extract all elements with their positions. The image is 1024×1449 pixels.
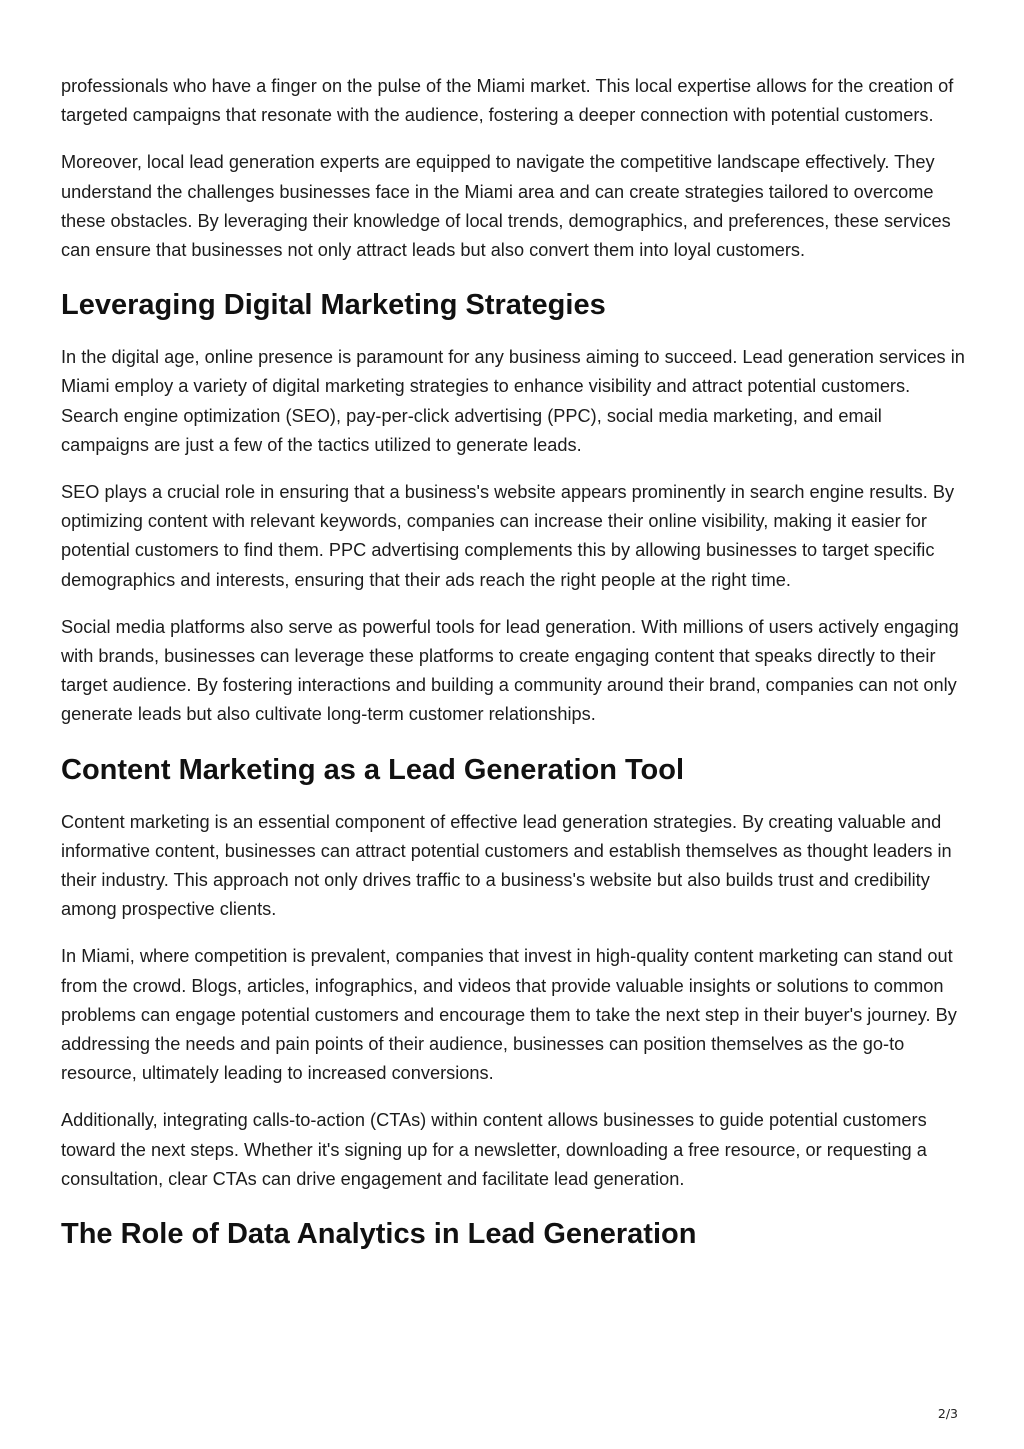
section-paragraph: Content marketing is an essential component of effective lead generation strategies. By creating valuable and informative content, businesses can attract potential customers and establish themselves as thought leaders in their industry. This approach not only drives traffic to a business's website but also builds trust and credibility among prospective clients. [61,811,952,920]
section-paragraph: Additionally, integrating calls-to-action (CTAs) within content allows businesses to guide potential customers toward the next steps. Whether it's signing up for a newsletter, downloading a free resource, or requesting a consultation, clear CTAs can drive engagement and facilitate lead generation. [61,1110,927,1189]
section-paragraph: In the digital age, online presence is paramount for any business aiming to succeed. Lead generation services in Miami employ a variety of digital marketing strategies to enhance visibility and attract potential customers. Search engine optimization (SEO), pay-per-click advertising (PPC), social media marketing, and email campaigns are just a few of the tactics utilized to generate leads. [61,347,965,455]
section-content-marketing [61,752,971,1194]
section-heading: Leveraging Digital Marketing Strategies [61,289,606,322]
section-paragraph: SEO plays a crucial role in ensuring that a business's website appears prominently in search engine results. By optimizing content with relevant keywords, companies can increase their online visibility, making it easier for potential customers to find them. PPC advertising complements this by allowing businesses to target specific demographics and interests, ensuring that their ads reach the right people at the right time. [61,482,955,590]
section-data-analytics [61,1216,971,1252]
page-number: 2/3 [937,1406,958,1421]
section-digital-marketing [61,287,971,729]
section-paragraph: Social media platforms also serve as powerful tools for lead generation. With millions of users actively engaging with brands, businesses can leverage these platforms to create engaging content that speaks directly to their target audience. By fostering interactions and building a community around their brand, companies can not only generate leads but also cultivate long-term customer relationships. [61,616,959,725]
document-page [61,72,971,1272]
section-paragraph: In Miami, where competition is prevalent, companies that invest in high-quality content marketing can stand out from the crowd. Blogs, articles, infographics, and videos that provide valuable insights or solutions to common problems can engage potential customers and encourage them to take the next step in their buyer's journey. By addressing the needs and pain points of their audience, businesses can position themselves as the go-to resource, ultimately leading to increased conversions. [61,946,957,1084]
section-heading: Content Marketing as a Lead Generation Tool [61,753,685,786]
intro-paragraph: Moreover, local lead generation experts are equipped to navigate the competitive landscape effectively. They understand the challenges businesses face in the Miami area and can create strategies tailored to overcome these obstacles. By leveraging their knowledge of local trends, demographics, and preferences, these services can ensure that businesses not only attract leads but also convert them into loyal customers. [61,152,951,261]
intro-paragraph: professionals who have a finger on the pulse of the Miami market. This local expertise allows for the creation of targeted campaigns that resonate with the audience, fostering a deeper connection with potential customers. [61,76,954,126]
section-heading: The Role of Data Analytics in Lead Generation [61,1218,697,1251]
